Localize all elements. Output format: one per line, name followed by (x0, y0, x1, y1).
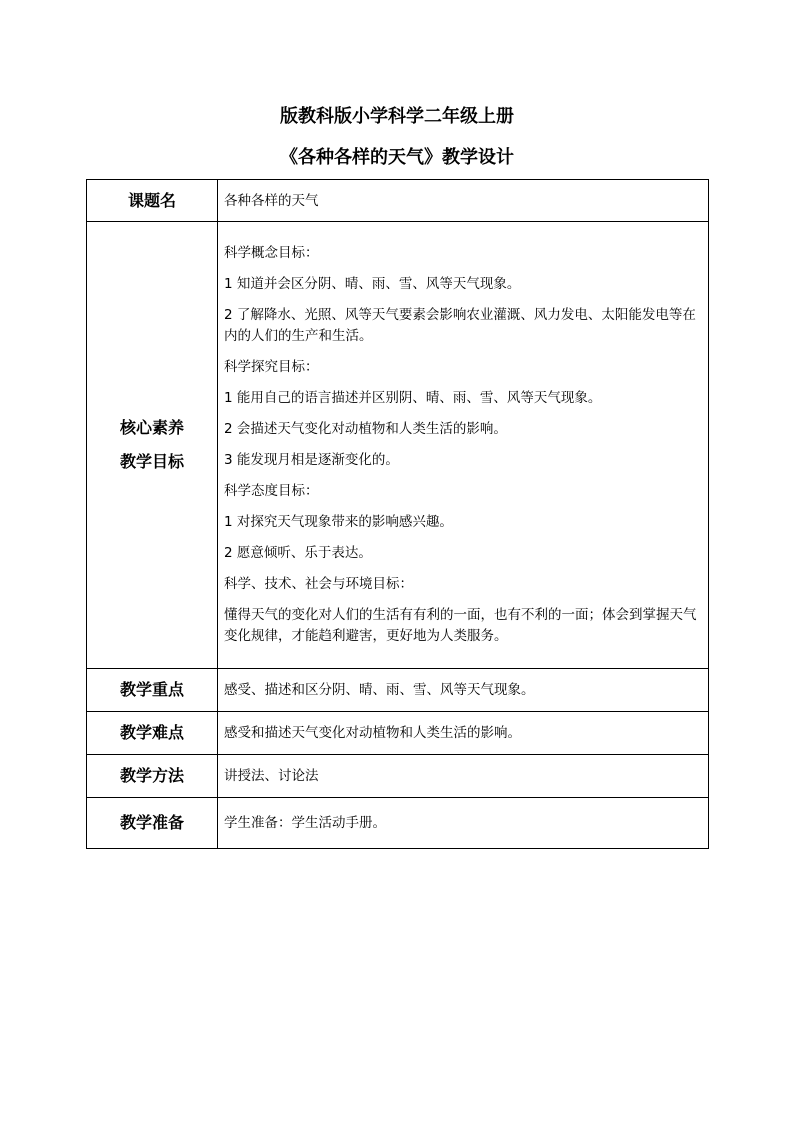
document-subtitle: 《各种各样的天气》教学设计 (280, 147, 514, 168)
value-line: 各种各样的天气 (224, 192, 319, 209)
value-line: 科学探究目标： (224, 359, 319, 375)
value-line: 2 会描述天气变化对动植物和人类生活的影响。 (224, 421, 507, 437)
label-text: 教学重点 (119, 680, 184, 699)
row-value-methods (218, 755, 709, 798)
table-row-difficulties (87, 712, 709, 755)
row-label-preparation (87, 798, 218, 849)
label-text: 教学准备 (119, 813, 184, 832)
value-line: 懂得天气的变化对人们的生活有有利的一面，也有不利的一面；体会到掌握天气变化规律，才能趋利避害，更好地为人类服务。 (224, 607, 697, 644)
label-text: 教学难点 (119, 723, 184, 742)
table-row-preparation (87, 798, 709, 849)
value-line: 1 知道并会区分阴、晴、雨、雪、风等天气现象。 (224, 276, 521, 292)
row-label-topic (87, 180, 218, 222)
value-line: 学生准备：学生活动手册。 (224, 815, 386, 831)
value-line: 2 愿意倾听、乐于表达。 (224, 545, 372, 561)
row-value-key-points (218, 669, 709, 712)
value-line: 1 能用自己的语言描述并区别阴、晴、雨、雪、风等天气现象。 (224, 390, 602, 406)
table-row-key-points (87, 669, 709, 712)
table-row-methods (87, 755, 709, 798)
value-line: 感受和描述天气变化对动植物和人类生活的影响。 (224, 725, 521, 741)
value-line: 感受、描述和区分阴、晴、雨、雪、风等天气现象。 (224, 682, 535, 698)
value-line: 科学态度目标： (224, 483, 319, 499)
row-label-methods (87, 755, 218, 798)
lesson-plan-table (86, 179, 709, 849)
row-label-objectives (87, 222, 218, 669)
value-line: 3 能发现月相是逐渐变化的。 (224, 452, 399, 468)
value-line: 2 了解降水、光照、风等天气要素会影响农业灌溉、风力发电、太阳能发电等在内的人们的生产和生活。 (224, 307, 696, 344)
label-text: 教学方法 (119, 766, 184, 785)
row-value-difficulties (218, 712, 709, 755)
row-label-key-points (87, 669, 218, 712)
label-text: 核心素养 (119, 418, 184, 437)
table-row-objectives (87, 222, 709, 669)
table-row-topic (87, 180, 709, 222)
value-line: 科学、技术、社会与环境目标： (224, 576, 413, 592)
row-value-objectives (218, 222, 709, 669)
value-line: 1 对探究天气现象带来的影响感兴趣。 (224, 514, 453, 530)
value-line: 科学概念目标： (224, 245, 319, 261)
label-text: 教学目标 (119, 452, 184, 471)
row-label-difficulties (87, 712, 218, 755)
row-value-topic (218, 180, 709, 222)
label-text: 课题名 (127, 190, 176, 210)
value-line: 讲授法、讨论法 (224, 768, 319, 784)
row-value-preparation (218, 798, 709, 849)
document-title: 版教科版小学科学二年级上册 (280, 106, 514, 127)
